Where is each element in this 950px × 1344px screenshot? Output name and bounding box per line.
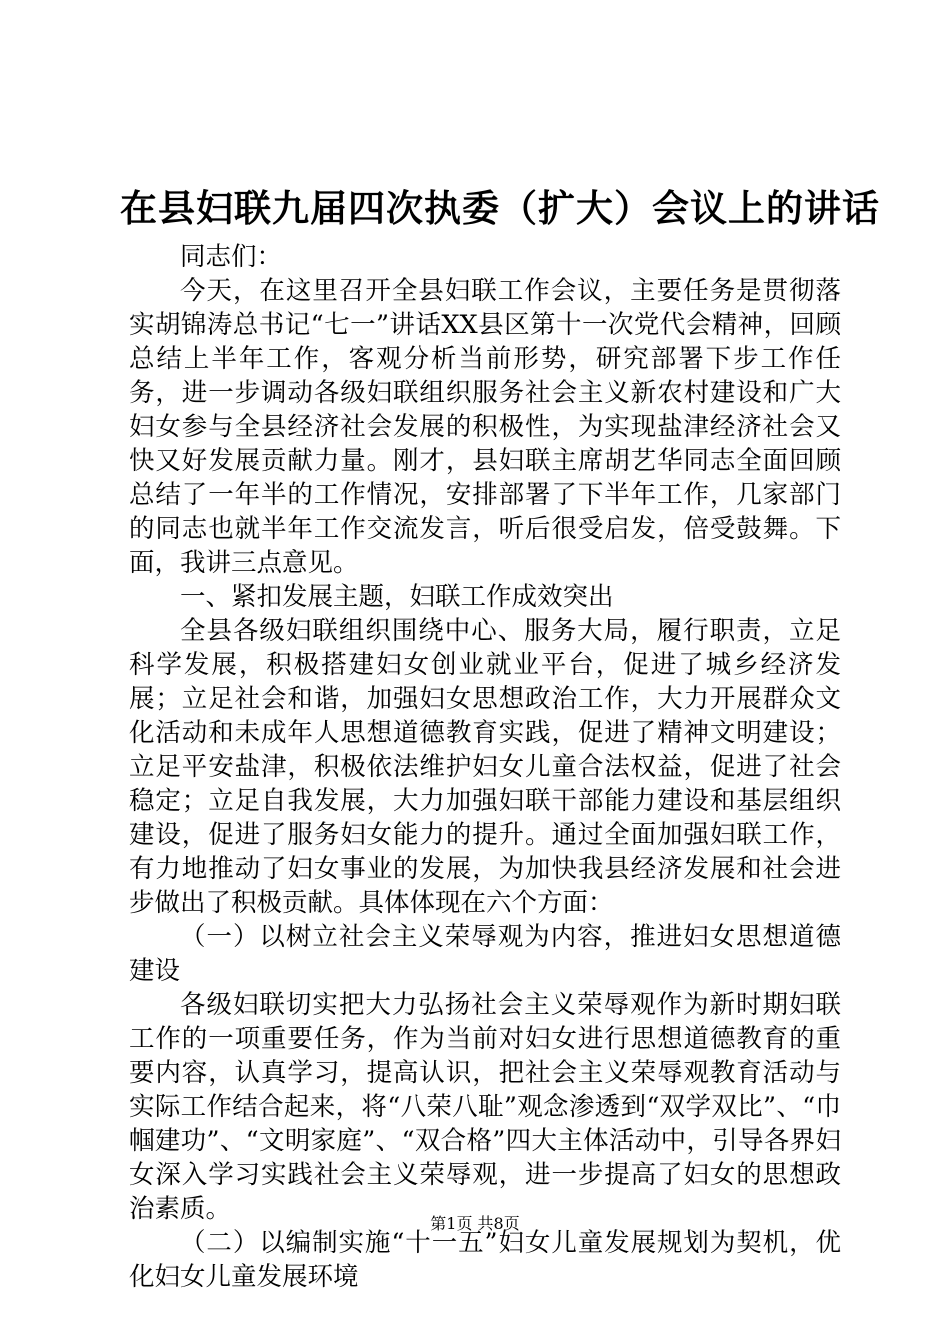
document-title: 在县妇联九届四次执委（扩大）会议上的讲话	[120, 186, 880, 230]
page-footer: 第1页 共8页	[430, 1214, 520, 1233]
document-body	[129, 240, 841, 1294]
paragraph-opening: 今天，在这里召开全县妇联工作会议，主要任务是贯彻落实胡锦涛总书记“七一”讲话XX县区第十一次党代会精神，回顾总结上半年工作，客观分析当前形势，研究部署下步工作任务，进一步调动各级妇联组织服务社会主义新农村建设和广大妇女参与全县经济社会发展的积极性，为实现盐津经济社会又快又好发展贡献力量。刚才，县妇联主席胡艺华同志全面回顾总结了一年半的工作情况，安排部署了下半年工作，几家部门的同志也就半年工作交流发言，听后很受启发，倍受鼓舞。下面，我讲三点意见。	[129, 276, 841, 578]
subsection-heading-2: （二）以编制实施“十一五”妇女儿童发展规划为契机，优化妇女儿童发展环境	[129, 1228, 841, 1292]
paragraph-summary: 全县各级妇联组织围绕中心、服务大局，履行职责，立足科学发展，积极搭建妇女创业就业平台，促进了城乡经济发展；立足社会和谐，加强妇女思想政治工作，大力开展群众文化活动和未成年人思想道德教育实践，促进了精神文明建设；立足平安盐津，积极依法维护妇女儿童合法权益，促进了社会稳定；立足自我发展，大力加强妇联干部能力建设和基层组织建设，促进了服务妇女能力的提升。通过全面加强妇联工作，有力地推动了妇女事业的发展，为加快我县经济发展和社会进步做出了积极贡献。具体体现在六个方面：	[129, 616, 841, 918]
subsection-heading-1: （一）以树立社会主义荣辱观为内容，推进妇女思想道德建设	[129, 922, 841, 986]
section-heading-1: 一、紧扣发展主题，妇联工作成效突出	[180, 582, 614, 612]
paragraph-subsection-1: 各级妇联切实把大力弘扬社会主义荣辱观作为新时期妇联工作的一项重要任务，作为当前对妇女进行思想道德教育的重要内容，认真学习，提高认识，把社会主义荣辱观教育活动与实际工作结合起来，将“八荣八耻”观念渗透到“双学双比”、“巾帼建功”、“文明家庭”、“双合格”四大主体活动中，引导各界妇女深入学习实践社会主义荣辱观，进一步提高了妇女的思想政治素质。	[129, 990, 841, 1224]
salutation: 同志们：	[180, 242, 283, 272]
